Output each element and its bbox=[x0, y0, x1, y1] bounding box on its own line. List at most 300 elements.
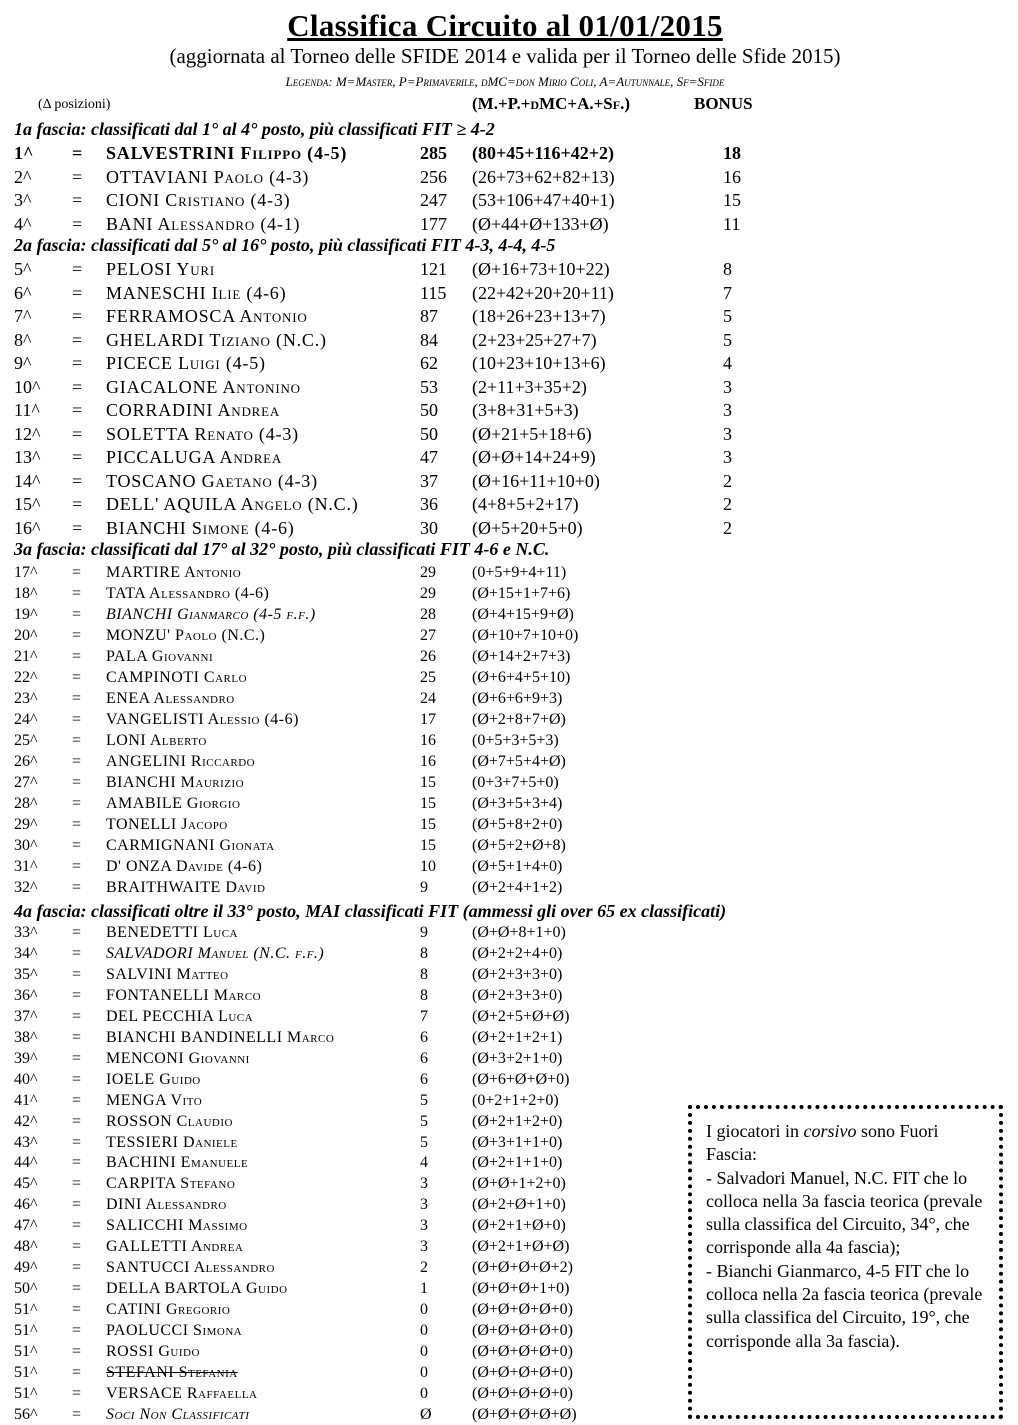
bonus-cell: 2 bbox=[723, 494, 732, 514]
player-name: PICECE Luigi (4-5) bbox=[106, 353, 266, 373]
bonus-cell: 8 bbox=[723, 259, 732, 279]
delta-cell: = bbox=[72, 924, 82, 941]
points-cell: 115 bbox=[420, 282, 447, 303]
player-name: DINI Alessandro bbox=[106, 1196, 227, 1214]
rank-cell: 40^ bbox=[14, 1070, 38, 1088]
band-heading-4: 4a fascia: classificati oltre il 33° posto, MAI classificati FIT (ammessi gli over 65 ex classificati) bbox=[14, 901, 727, 921]
player-name: MENGA Vito bbox=[106, 1091, 203, 1109]
delta-cell: = bbox=[72, 329, 83, 350]
detail-cell: (Ø+Ø+1+2+0) bbox=[472, 1175, 566, 1193]
player-name: BIANCHI BANDINELLI Marco bbox=[106, 1028, 335, 1046]
points-cell: 15 bbox=[420, 816, 436, 833]
legend: Legenda: M=Master, P=Primaverile, dMC=don Mirio Coli, A=Autunnale, Sf=Sfide bbox=[285, 74, 725, 89]
rank-cell: 8^ bbox=[14, 329, 32, 350]
points-cell: 256 bbox=[420, 166, 447, 187]
detail-cell: (2+23+25+27+7) bbox=[472, 329, 597, 350]
player-name: MENCONI Giovanni bbox=[106, 1049, 250, 1067]
rank-cell: 5^ bbox=[14, 259, 32, 279]
detail-cell: (Ø+5+8+2+0) bbox=[472, 816, 563, 833]
points-cell: 5 bbox=[420, 1091, 428, 1109]
points-cell: 3 bbox=[420, 1196, 428, 1214]
player-name: PELOSI Yuri bbox=[106, 259, 216, 279]
detail-cell: (Ø+2+8+7+Ø) bbox=[472, 711, 566, 728]
player-name: DELLA BARTOLA Guido bbox=[106, 1280, 288, 1298]
points-cell: 16 bbox=[420, 753, 436, 770]
rank-cell: 56^ bbox=[14, 1405, 38, 1423]
delta-cell: = bbox=[72, 1091, 82, 1109]
detail-cell: (Ø+5+2+Ø+8) bbox=[472, 837, 566, 854]
detail-cell: (Ø+Ø+Ø+Ø+0) bbox=[472, 1322, 573, 1340]
player-name: TESSIERI Daniele bbox=[106, 1133, 238, 1151]
points-cell: 50 bbox=[420, 423, 438, 444]
page-subtitle: (aggiornata al Torneo delle SFIDE 2014 e valida per il Torneo delle Sfide 2015) bbox=[169, 44, 841, 68]
column-header-composition: (M.+P.+dMC+A.+Sf.) bbox=[472, 94, 630, 113]
player-name: CARMIGNANI Gionata bbox=[106, 837, 275, 854]
band-heading-2: 2a fascia: classificati dal 5° al 16° posto, più classificati FIT 4-3, 4-4, 4-5 bbox=[14, 235, 556, 255]
player-name: CIONI Cristiano (4-3) bbox=[106, 190, 291, 210]
detail-cell: (Ø+6+Ø+Ø+0) bbox=[472, 1070, 570, 1088]
bonus-cell: 3 bbox=[723, 400, 732, 420]
detail-cell: (0+5+3+5+3) bbox=[472, 732, 559, 749]
delta-cell: = bbox=[72, 447, 83, 467]
player-name: ROSSI Guido bbox=[106, 1343, 200, 1360]
rank-cell: 14^ bbox=[14, 470, 41, 491]
points-cell: 3 bbox=[420, 1217, 428, 1235]
rank-cell: 39^ bbox=[14, 1049, 38, 1067]
points-cell: 2 bbox=[420, 1259, 428, 1277]
detail-cell: (Ø+6+4+5+10) bbox=[472, 669, 571, 686]
rank-cell: 41^ bbox=[14, 1091, 38, 1109]
points-cell: 15 bbox=[420, 837, 436, 854]
bonus-cell: 2 bbox=[723, 517, 732, 538]
delta-cell: = bbox=[72, 1259, 82, 1277]
bonus-cell: 3 bbox=[723, 376, 732, 397]
points-cell: 24 bbox=[420, 690, 436, 707]
rank-cell: 35^ bbox=[14, 965, 38, 983]
delta-cell: = bbox=[72, 470, 83, 491]
points-cell: 17 bbox=[420, 711, 436, 728]
player-name: BIANCHI Gianmarco (4-5 f.f.) bbox=[106, 606, 316, 623]
points-cell: 37 bbox=[420, 470, 438, 491]
points-cell: 8 bbox=[420, 965, 428, 983]
player-name: CARPITA Stefano bbox=[106, 1175, 236, 1193]
rank-cell: 10^ bbox=[14, 376, 41, 397]
delta-cell: = bbox=[72, 837, 82, 854]
rank-cell: 51^ bbox=[14, 1301, 38, 1319]
points-cell: 53 bbox=[420, 376, 438, 397]
player-name: SOLETTA Renato (4-3) bbox=[106, 423, 299, 444]
delta-cell: = bbox=[72, 669, 82, 686]
delta-cell: = bbox=[72, 423, 83, 444]
out-of-band-note bbox=[688, 1105, 1003, 1419]
detail-cell: (Ø+Ø+Ø+Ø+2) bbox=[472, 1259, 573, 1277]
delta-cell: = bbox=[72, 795, 82, 812]
detail-cell: (Ø+2+3+3+0) bbox=[472, 986, 563, 1004]
delta-cell: = bbox=[72, 1049, 82, 1067]
points-cell: 26 bbox=[420, 648, 436, 665]
player-name: FERRAMOSCA Antonio bbox=[106, 306, 308, 326]
detail-cell: (Ø+21+5+18+6) bbox=[472, 423, 592, 444]
delta-cell: = bbox=[72, 1070, 82, 1088]
rank-cell: 3^ bbox=[14, 190, 32, 210]
delta-cell: = bbox=[72, 648, 82, 665]
delta-cell: = bbox=[72, 816, 82, 833]
delta-cell: = bbox=[72, 564, 82, 581]
delta-cell: = bbox=[72, 627, 82, 644]
points-cell: 121 bbox=[420, 259, 447, 279]
delta-cell: = bbox=[72, 306, 83, 326]
player-name: ANGELINI Riccardo bbox=[106, 753, 256, 770]
delta-cell: = bbox=[72, 376, 83, 397]
player-name: STEFANI Stefania bbox=[106, 1363, 238, 1381]
player-name: CORRADINI Andrea bbox=[106, 400, 281, 420]
rank-cell: 12^ bbox=[14, 423, 41, 444]
rank-cell: 27^ bbox=[14, 774, 38, 791]
rank-cell: 50^ bbox=[14, 1280, 38, 1298]
rank-cell: 16^ bbox=[14, 517, 41, 538]
player-name: BACHINI Emanuele bbox=[106, 1154, 249, 1172]
detail-cell: (Ø+15+1+7+6) bbox=[472, 585, 571, 602]
delta-cell: = bbox=[72, 494, 83, 514]
delta-cell: = bbox=[72, 1343, 82, 1360]
bonus-cell: 16 bbox=[723, 166, 741, 187]
rank-cell: 37^ bbox=[14, 1007, 38, 1025]
player-name: BENEDETTI Luca bbox=[106, 924, 238, 941]
player-name: ROSSON Claudio bbox=[106, 1112, 233, 1130]
rank-cell: 51^ bbox=[14, 1384, 38, 1402]
bonus-cell: 11 bbox=[723, 213, 741, 234]
points-cell: 7 bbox=[420, 1007, 428, 1025]
detail-cell: (Ø+Ø+Ø+Ø+0) bbox=[472, 1384, 573, 1402]
player-name: SANTUCCI Alessandro bbox=[106, 1259, 275, 1277]
points-cell: 0 bbox=[420, 1363, 428, 1381]
detail-cell: (Ø+16+11+10+0) bbox=[472, 470, 600, 491]
detail-cell: (Ø+Ø+14+24+9) bbox=[472, 447, 596, 467]
delta-cell: = bbox=[72, 517, 83, 538]
delta-cell: = bbox=[72, 606, 82, 623]
points-cell: 28 bbox=[420, 606, 436, 623]
rank-cell: 23^ bbox=[14, 690, 38, 707]
delta-cell: = bbox=[72, 732, 82, 749]
points-cell: 6 bbox=[420, 1049, 428, 1067]
detail-cell: (Ø+Ø+Ø+Ø+0) bbox=[472, 1343, 573, 1360]
player-name: LONI Alberto bbox=[106, 732, 207, 749]
player-name: DELL' AQUILA Angelo (N.C.) bbox=[106, 494, 359, 514]
detail-cell: (Ø+Ø+Ø+Ø+0) bbox=[472, 1363, 573, 1381]
detail-cell: (0+2+1+2+0) bbox=[472, 1091, 559, 1109]
detail-cell: (Ø+Ø+Ø+Ø+Ø) bbox=[472, 1405, 577, 1423]
delta-cell: = bbox=[72, 944, 82, 962]
detail-cell: (Ø+3+5+3+4) bbox=[472, 795, 563, 812]
rank-cell: 36^ bbox=[14, 986, 38, 1004]
delta-cell: = bbox=[72, 690, 82, 707]
player-name: GIACALONE Antonino bbox=[106, 376, 301, 397]
delta-cell: = bbox=[72, 1133, 82, 1151]
detail-cell: (Ø+2+Ø+1+0) bbox=[472, 1196, 566, 1214]
rank-cell: 20^ bbox=[14, 627, 38, 644]
rank-cell: 51^ bbox=[14, 1322, 38, 1340]
detail-cell: (Ø+3+1+1+0) bbox=[472, 1133, 563, 1151]
rank-cell: 19^ bbox=[14, 606, 38, 623]
detail-cell: (Ø+2+2+4+0) bbox=[472, 944, 563, 962]
rank-cell: 4^ bbox=[14, 213, 32, 234]
player-name: BIANCHI Simone (4-6) bbox=[106, 517, 295, 538]
points-cell: 10 bbox=[420, 858, 436, 875]
rank-cell: 47^ bbox=[14, 1217, 38, 1235]
detail-cell: (22+42+20+20+11) bbox=[472, 282, 614, 303]
detail-cell: (Ø+Ø+Ø+1+0) bbox=[472, 1280, 570, 1298]
detail-cell: (Ø+7+5+4+Ø) bbox=[472, 753, 566, 770]
player-name: VANGELISTI Alessio (4-6) bbox=[106, 711, 299, 728]
detail-cell: (4+8+5+2+17) bbox=[472, 494, 579, 514]
delta-cell: = bbox=[72, 1007, 82, 1025]
points-cell: 177 bbox=[420, 213, 447, 234]
rank-cell: 17^ bbox=[14, 564, 38, 581]
rank-cell: 2^ bbox=[14, 166, 32, 187]
detail-cell: (Ø+2+1+2+1) bbox=[472, 1028, 563, 1046]
detail-cell: (3+8+31+5+3) bbox=[472, 400, 579, 420]
detail-cell: (53+106+47+40+1) bbox=[472, 190, 615, 210]
delta-cell: = bbox=[72, 585, 82, 602]
points-cell: 50 bbox=[420, 400, 438, 420]
detail-cell: (Ø+44+Ø+133+Ø) bbox=[472, 213, 609, 234]
player-name: TATA Alessandro (4-6) bbox=[106, 585, 270, 602]
player-name: DEL PECCHIA Luca bbox=[106, 1007, 254, 1025]
rank-cell: 32^ bbox=[14, 879, 38, 896]
delta-cell: = bbox=[72, 353, 83, 373]
points-cell: 30 bbox=[420, 517, 438, 538]
delta-cell: = bbox=[72, 213, 83, 234]
detail-cell: (Ø+5+1+4+0) bbox=[472, 858, 563, 875]
bonus-cell: 18 bbox=[723, 143, 741, 163]
rank-cell: 29^ bbox=[14, 816, 38, 833]
player-name: TOSCANO Gaetano (4-3) bbox=[106, 470, 318, 491]
rank-cell: 13^ bbox=[14, 447, 41, 467]
points-cell: 15 bbox=[420, 774, 436, 791]
rank-cell: 31^ bbox=[14, 858, 38, 875]
delta-cell: = bbox=[72, 1322, 82, 1340]
detail-cell: (2+11+3+35+2) bbox=[472, 376, 587, 397]
player-name: ENEA Alessandro bbox=[106, 690, 235, 707]
delta-cell: = bbox=[72, 1301, 82, 1319]
delta-cell: = bbox=[72, 986, 82, 1004]
player-name: CATINI Gregorio bbox=[106, 1301, 231, 1319]
rank-cell: 24^ bbox=[14, 711, 38, 728]
points-cell: 6 bbox=[420, 1028, 428, 1046]
points-cell: 0 bbox=[420, 1322, 428, 1340]
player-name: AMABILE Giorgio bbox=[106, 795, 241, 812]
delta-cell: = bbox=[72, 143, 83, 163]
rank-cell: 51^ bbox=[14, 1363, 38, 1381]
rank-cell: 43^ bbox=[14, 1133, 38, 1151]
player-name: IOELE Guido bbox=[106, 1070, 201, 1088]
points-cell: 36 bbox=[420, 494, 438, 514]
note-item: - Bianchi Gianmarco, 4-5 FIT che lo colloca nella 2a fascia teorica (prevale sulla classifica del Circuito, 19°, che corrisponde alla 3a fascia). bbox=[706, 1260, 983, 1351]
detail-cell: (80+45+116+42+2) bbox=[472, 143, 615, 163]
player-name: FONTANELLI Marco bbox=[106, 986, 262, 1004]
delta-cell: = bbox=[72, 1196, 82, 1214]
player-name: VERSACE Raffaella bbox=[106, 1384, 258, 1402]
delta-cell: = bbox=[72, 1217, 82, 1235]
player-name: GALLETTI Andrea bbox=[106, 1238, 244, 1256]
detail-cell: (Ø+Ø+Ø+Ø+0) bbox=[472, 1301, 573, 1319]
detail-cell: (Ø+2+5+Ø+Ø) bbox=[472, 1007, 570, 1025]
delta-cell: = bbox=[72, 1363, 82, 1381]
detail-cell: (Ø+2+3+3+0) bbox=[472, 965, 563, 983]
points-cell: 29 bbox=[420, 564, 436, 581]
player-name: BANI Alessandro (4-1) bbox=[106, 213, 301, 234]
bonus-cell: 3 bbox=[723, 423, 732, 444]
points-cell: 3 bbox=[420, 1175, 428, 1193]
player-name: BRAITHWAITE David bbox=[106, 879, 266, 896]
rank-cell: 51^ bbox=[14, 1343, 38, 1360]
points-cell: 0 bbox=[420, 1384, 428, 1402]
rank-cell: 26^ bbox=[14, 753, 38, 770]
player-name: Soci Non Classificati bbox=[106, 1405, 250, 1423]
player-name: PALA Giovanni bbox=[106, 648, 214, 665]
note-item: - Salvadori Manuel, N.C. FIT che lo colloca nella 3a fascia teorica (prevale sulla classifica del Circuito, 34°, che corrisponde alla 4a fascia); bbox=[706, 1167, 983, 1258]
player-name: GHELARDI Tiziano (N.C.) bbox=[106, 329, 327, 350]
rank-cell: 34^ bbox=[14, 944, 38, 962]
detail-cell: (0+5+9+4+11) bbox=[472, 564, 567, 581]
player-name: CAMPINOTI Carlo bbox=[106, 669, 248, 686]
points-cell: 9 bbox=[420, 879, 428, 896]
points-cell: 47 bbox=[420, 447, 438, 467]
delta-cell: = bbox=[72, 400, 83, 420]
rank-cell: 22^ bbox=[14, 669, 38, 686]
column-header-delta: (Δ posizioni) bbox=[38, 97, 111, 112]
column-header-bonus: BONUS bbox=[694, 94, 753, 113]
player-name: MONZU' Paolo (N.C.) bbox=[106, 627, 266, 644]
player-name: MANESCHI Ilie (4-6) bbox=[106, 282, 287, 303]
detail-cell: (Ø+10+7+10+0) bbox=[472, 627, 579, 644]
points-cell: 4 bbox=[420, 1154, 428, 1172]
rank-cell: 49^ bbox=[14, 1259, 38, 1277]
points-cell: 1 bbox=[420, 1280, 428, 1298]
detail-cell: (Ø+Ø+8+1+0) bbox=[472, 924, 566, 941]
player-name: TONELLI Jacopo bbox=[106, 816, 228, 833]
detail-cell: (Ø+4+15+9+Ø) bbox=[472, 606, 574, 623]
delta-cell: = bbox=[72, 879, 82, 896]
detail-cell: (Ø+3+2+1+0) bbox=[472, 1049, 563, 1067]
bonus-cell: 7 bbox=[723, 282, 732, 303]
rank-cell: 46^ bbox=[14, 1196, 38, 1214]
points-cell: 84 bbox=[420, 329, 438, 350]
detail-cell: (Ø+16+73+10+22) bbox=[472, 259, 610, 279]
rank-cell: 33^ bbox=[14, 924, 38, 941]
page-title: Classifica Circuito al 01/01/2015 bbox=[287, 8, 723, 43]
detail-cell: (Ø+2+1+2+0) bbox=[472, 1112, 563, 1130]
points-cell: 3 bbox=[420, 1238, 428, 1256]
band-heading-1: 1a fascia: classificati dal 1° al 4° posto, più classificati FIT ≥ 4-2 bbox=[14, 119, 495, 139]
points-cell: 0 bbox=[420, 1343, 428, 1360]
detail-cell: (10+23+10+13+6) bbox=[472, 353, 606, 373]
rank-cell: 9^ bbox=[14, 353, 32, 373]
delta-cell: = bbox=[72, 1154, 82, 1172]
player-name: SALVESTRINI Filippo (4-5) bbox=[106, 143, 348, 163]
player-name: OTTAVIANI Paolo (4-3) bbox=[106, 166, 310, 187]
detail-cell: (Ø+6+6+9+3) bbox=[472, 690, 563, 707]
player-name: SALVADORI Manuel (N.C. f.f.) bbox=[106, 944, 325, 962]
rank-cell: 1^ bbox=[14, 143, 34, 163]
points-cell: 0 bbox=[420, 1301, 428, 1319]
player-name: SALICCHI Massimo bbox=[106, 1217, 248, 1235]
player-name: D' ONZA Davide (4-6) bbox=[106, 858, 263, 875]
points-cell: 16 bbox=[420, 732, 436, 749]
points-cell: 62 bbox=[420, 353, 438, 373]
detail-cell: (Ø+14+2+7+3) bbox=[472, 648, 571, 665]
points-cell: 8 bbox=[420, 986, 428, 1004]
rank-cell: 11^ bbox=[14, 400, 40, 420]
rank-cell: 25^ bbox=[14, 732, 38, 749]
delta-cell: = bbox=[72, 1112, 82, 1130]
delta-cell: = bbox=[72, 1384, 82, 1402]
rank-cell: 18^ bbox=[14, 585, 38, 602]
rank-cell: 15^ bbox=[14, 494, 41, 514]
delta-cell: = bbox=[72, 1028, 82, 1046]
delta-cell: = bbox=[72, 282, 83, 303]
delta-cell: = bbox=[72, 753, 82, 770]
delta-cell: = bbox=[72, 774, 82, 791]
detail-cell: (Ø+2+4+1+2) bbox=[472, 879, 563, 896]
bonus-cell: 4 bbox=[723, 353, 732, 373]
bonus-cell: 2 bbox=[723, 470, 732, 491]
rank-cell: 45^ bbox=[14, 1175, 38, 1193]
points-cell: 5 bbox=[420, 1112, 428, 1130]
rank-cell: 44^ bbox=[14, 1154, 38, 1172]
points-cell: 9 bbox=[420, 924, 428, 941]
delta-cell: = bbox=[72, 711, 82, 728]
points-cell: 6 bbox=[420, 1070, 428, 1088]
note-intro: I giocatori in corsivo sono Fuori Fascia: bbox=[706, 1121, 939, 1165]
detail-cell: (Ø+2+1+1+0) bbox=[472, 1154, 563, 1172]
bonus-cell: 5 bbox=[723, 329, 732, 350]
points-cell: 8 bbox=[420, 944, 428, 962]
delta-cell: = bbox=[72, 858, 82, 875]
delta-cell: = bbox=[72, 259, 83, 279]
delta-cell: = bbox=[72, 1175, 82, 1193]
bonus-cell: 15 bbox=[723, 190, 741, 210]
rank-cell: 7^ bbox=[14, 306, 32, 326]
rank-cell: 48^ bbox=[14, 1238, 38, 1256]
detail-cell: (Ø+2+1+Ø+Ø) bbox=[472, 1238, 570, 1256]
points-cell: Ø bbox=[420, 1405, 432, 1423]
points-cell: 29 bbox=[420, 585, 436, 602]
delta-cell: = bbox=[72, 1238, 82, 1256]
detail-cell: (18+26+23+13+7) bbox=[472, 306, 606, 326]
detail-cell: (Ø+5+20+5+0) bbox=[472, 517, 583, 538]
player-name: MARTIRE Antonio bbox=[106, 564, 242, 581]
detail-cell: (26+73+62+82+13) bbox=[472, 166, 615, 187]
bonus-cell: 5 bbox=[723, 306, 732, 326]
rank-cell: 30^ bbox=[14, 837, 38, 854]
points-cell: 27 bbox=[420, 627, 436, 644]
player-name: SALVINI Matteo bbox=[106, 965, 229, 983]
rank-cell: 38^ bbox=[14, 1028, 38, 1046]
player-name: PAOLUCCI Simona bbox=[106, 1322, 243, 1340]
delta-cell: = bbox=[72, 1405, 82, 1423]
points-cell: 87 bbox=[420, 306, 438, 326]
bonus-cell: 3 bbox=[723, 447, 732, 467]
points-cell: 247 bbox=[420, 190, 447, 210]
delta-cell: = bbox=[72, 1280, 82, 1298]
detail-cell: (Ø+2+1+Ø+0) bbox=[472, 1217, 566, 1235]
rank-cell: 42^ bbox=[14, 1112, 38, 1130]
player-name: BIANCHI Maurizio bbox=[106, 774, 245, 791]
points-cell: 25 bbox=[420, 669, 436, 686]
points-cell: 5 bbox=[420, 1133, 428, 1151]
band-heading-3: 3a fascia: classificati dal 17° al 32° posto, più classificati FIT 4-6 e N.C. bbox=[14, 539, 550, 559]
